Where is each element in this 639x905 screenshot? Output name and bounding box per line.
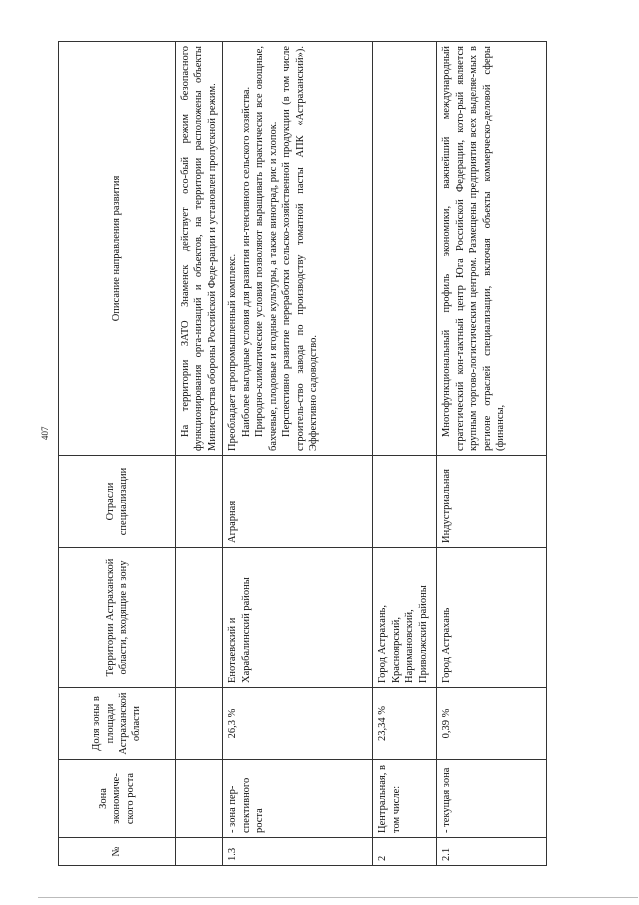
header-territories: Территории Астраханской области, входящие в зону — [59, 548, 176, 688]
table-row — [223, 42, 373, 866]
header-share: Доля зоны в площади Астраханской области — [59, 688, 176, 760]
row-description — [373, 42, 437, 456]
header-num: № — [59, 838, 176, 866]
row-num: 2 — [373, 838, 437, 866]
row-zone — [176, 760, 223, 838]
row-zone: - текущая зона — [437, 760, 547, 838]
table-row — [176, 42, 223, 866]
row-share: 26,3 % — [223, 688, 373, 760]
description-paragraph: Природно-климатические условия позволяют выращивать практически все овощные, бахчевые, плодовые и ягодные культуры, а также виноград, рис и хлопок. — [254, 46, 279, 451]
description-paragraph: Наиболее выгодные условия для развития ин-тенсивного сельского хозяйства. — [240, 86, 252, 437]
row-description — [176, 42, 223, 456]
row-description — [437, 42, 547, 456]
description-paragraph: Перспективно развитие переработки сельско-хозяйственной продукции (в том числе строитель-ство завода по производству томатной пасты АПК «Астраханский»). Эффективно садоводство. — [281, 46, 319, 451]
description-paragraph: Преобладает агропромышленный комплекс. — [227, 253, 239, 451]
rotated-table-container — [58, 41, 558, 866]
description-paragraph: На территории ЗАТО Знаменск действует осо-бый режим безопасного функционирования орга-низаций и объектов, на территории расположены объекты Министерства обороны Российской Феде-рации и установлен пропускной режим. — [180, 46, 218, 451]
table-row — [373, 42, 437, 866]
description-paragraph: Многофункциональный профиль экономики, важнейший международный стратегический кон-тактный центр Юга Российской Федерации, кото-рый является крупным торгово-логистическим центром. Размещены предприятия всех выделяе-мых в регионе отраслей специализации, включая объекты коммерческо-деловой сферы (финансы, — [441, 46, 507, 451]
row-num: 1.3 — [223, 838, 373, 866]
header-description: Описание направления развития — [59, 42, 176, 456]
economic-zones-table — [58, 41, 547, 866]
page-number: 407 — [40, 426, 50, 440]
row-share: 0,39 % — [437, 688, 547, 760]
scan-edge-line — [38, 897, 638, 898]
row-territories: Город Астрахань — [437, 548, 547, 688]
row-num: 2.1 — [437, 838, 547, 866]
row-zone: Центральная, в том числе: — [373, 760, 437, 838]
row-specialization — [176, 456, 223, 548]
header-specialization: Отрасли специализации — [59, 456, 176, 548]
row-specialization: Индустриальная — [437, 456, 547, 548]
row-territories: Енотаевский и Харабалинский районы — [223, 548, 373, 688]
row-num — [176, 838, 223, 866]
row-zone: - зона пер-спективного роста — [223, 760, 373, 838]
row-territories — [176, 548, 223, 688]
table-header-row — [59, 42, 176, 866]
row-specialization — [373, 456, 437, 548]
row-specialization: Аграрная — [223, 456, 373, 548]
row-share: 23,34 % — [373, 688, 437, 760]
header-zone: Зона экономиче-ского роста — [59, 760, 176, 838]
table-row — [437, 42, 547, 866]
row-share — [176, 688, 223, 760]
row-territories: Город Астрахань, Красноярский, Наримановский, Приволжский районы — [373, 548, 437, 688]
row-description — [223, 42, 373, 456]
